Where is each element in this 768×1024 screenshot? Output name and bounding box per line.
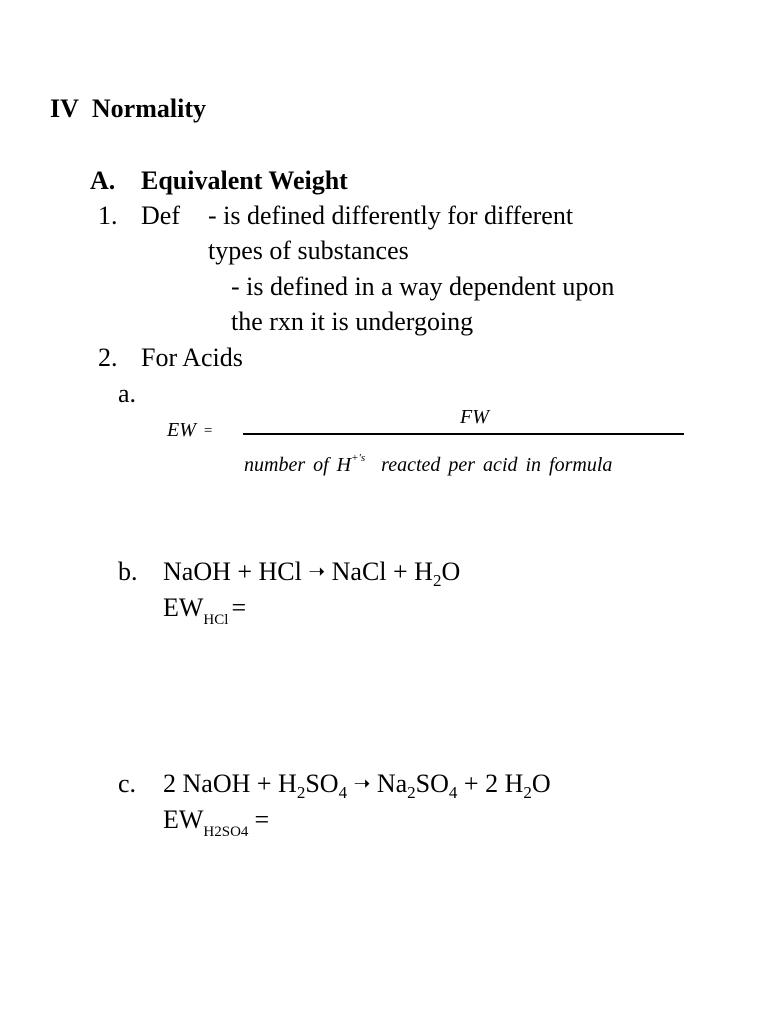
part-b-eq-right-sub: 2	[432, 571, 442, 590]
part-b-ew-label: EW	[163, 593, 204, 622]
part-c-letter: c.	[118, 769, 137, 798]
part-c-eq-sub3: 2	[407, 783, 416, 802]
part-c-ew	[163, 805, 270, 840]
part-c-ew-eq: =	[254, 805, 270, 834]
part-c-equation	[163, 769, 551, 800]
part-b-eq-right-2: O	[441, 557, 461, 586]
formula-lhs-ew: EW	[167, 419, 196, 441]
part-b-eq-left: NaOH + HCl	[163, 557, 302, 586]
part-c-eq-4: SO	[415, 769, 449, 798]
item1-label: Def	[141, 201, 180, 230]
part-b-equation	[163, 557, 460, 588]
ew-formula	[0, 400, 768, 480]
part-c-ew-sub: H2SO4	[203, 824, 249, 840]
formula-den-pre: number of H	[244, 454, 352, 476]
subsection-letter: A.	[90, 166, 116, 195]
section-title: Normality	[91, 94, 206, 123]
formula-fraction-bar	[243, 433, 684, 435]
section-heading	[50, 94, 206, 124]
item1-line1: - is defined differently for different	[208, 201, 574, 230]
subsection-heading	[90, 166, 115, 196]
part-c-ew-label: EW	[163, 805, 204, 834]
part-b-eq-right-1: NaCl + H	[331, 557, 433, 586]
section-number: IV	[50, 94, 79, 123]
item1-number: 1.	[98, 201, 118, 230]
part-c-eq-sub5: 2	[523, 783, 532, 802]
item1-line3: - is defined in a way dependent upon	[231, 272, 615, 301]
part-c-eq-5: + 2 H	[463, 769, 524, 798]
formula-den-sup: +'s	[351, 452, 366, 464]
formula-lhs	[167, 418, 212, 444]
part-c-eq-sub2: 4	[338, 783, 348, 802]
part-c-eq-sub4: 4	[448, 783, 458, 802]
part-c-eq-sub1: 2	[296, 783, 306, 802]
reaction-arrow-icon: ➝	[308, 559, 326, 583]
part-b-ew-eq: =	[231, 593, 247, 622]
part-b-ew-sub: HCl	[203, 612, 229, 628]
item1-line4: the rxn it is undergoing	[231, 307, 474, 336]
part-b-letter: b.	[118, 557, 138, 586]
formula-equals: =	[203, 423, 213, 439]
item2-label: For Acids	[141, 343, 243, 372]
formula-denominator	[244, 446, 612, 477]
part-c-eq-6: O	[531, 769, 551, 798]
part-b-ew	[163, 593, 247, 628]
item2-number: 2.	[98, 343, 118, 372]
formula-den-post: reacted per acid in formula	[381, 454, 613, 476]
part-c-eq-1: 2 NaOH + H	[163, 769, 297, 798]
part-c-eq-2: SO	[305, 769, 339, 798]
item1-line2: types of substances	[208, 236, 409, 265]
reaction-arrow-icon: ➝	[353, 771, 371, 795]
formula-numerator: FW	[460, 406, 489, 428]
part-a-letter: a.	[118, 379, 137, 408]
part-c-eq-3: Na	[376, 769, 408, 798]
subsection-title: Equivalent Weight	[141, 166, 348, 195]
